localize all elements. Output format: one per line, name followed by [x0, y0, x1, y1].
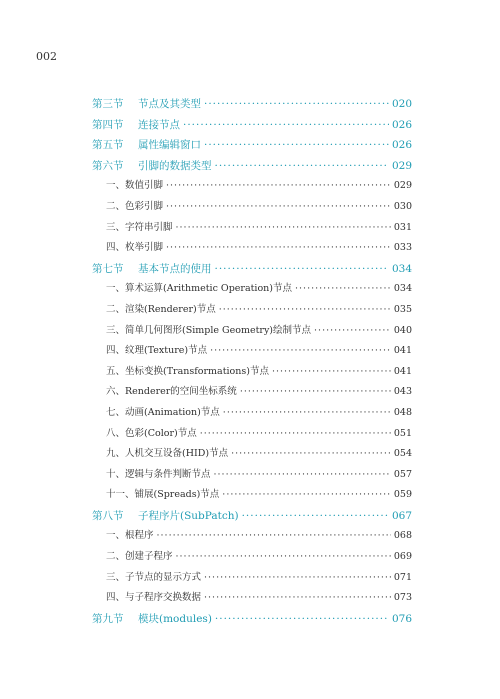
toc-item-row	[92, 382, 412, 403]
section-title: 引脚的数据类型	[138, 159, 212, 172]
item-title: 一、数值引脚	[106, 180, 164, 192]
toc-item-row	[92, 568, 412, 589]
section-number: 第五节	[92, 139, 124, 152]
toc-section-row	[92, 259, 412, 280]
dot-leader	[295, 279, 391, 300]
page-ref: 041	[393, 345, 412, 357]
dot-leader	[242, 506, 389, 527]
toc-section-row	[92, 506, 412, 527]
page-ref: 034	[393, 283, 412, 295]
page-ref: 067	[391, 509, 412, 522]
toc-section-row	[92, 94, 412, 115]
toc-item-row	[92, 279, 412, 300]
dot-leader	[204, 135, 389, 156]
dot-leader	[314, 321, 391, 342]
dot-leader	[223, 403, 391, 424]
toc-item-row	[92, 238, 412, 259]
item-title: 四、枚举引脚	[106, 242, 164, 254]
page-ref: 029	[391, 159, 412, 172]
item-title: 四、纹理(Texture)节点	[106, 345, 208, 357]
page-ref: 048	[393, 406, 412, 418]
dot-leader	[214, 465, 391, 486]
item-title: 二、创建子程序	[106, 551, 173, 563]
item-title: 三、字符串引脚	[106, 221, 173, 233]
toc-section-row	[92, 115, 412, 136]
toc-item-row	[92, 362, 412, 383]
table-of-contents	[92, 94, 412, 629]
page-ref: 020	[391, 98, 412, 110]
dot-leader	[176, 218, 391, 239]
dot-leader	[204, 588, 391, 609]
section-title: 节点及其类型	[138, 98, 201, 110]
dot-leader	[166, 197, 391, 218]
dot-leader	[215, 609, 389, 630]
section-number: 第四节	[92, 118, 124, 131]
section-title: 连接节点	[138, 118, 180, 131]
page-ref: 069	[393, 551, 412, 563]
dot-leader	[222, 485, 391, 506]
page-ref: 071	[393, 571, 412, 583]
page-ref: 026	[391, 118, 412, 131]
dot-leader	[183, 115, 389, 136]
item-title: 一、根程序	[106, 530, 154, 542]
toc-item-row	[92, 526, 412, 547]
toc-section-row	[92, 156, 412, 177]
toc-item-row	[92, 588, 412, 609]
section-title: 基本节点的使用	[138, 262, 212, 275]
page-ref: 051	[393, 427, 412, 439]
page-ref: 073	[393, 592, 412, 604]
dot-leader	[215, 259, 389, 280]
page-ref: 031	[393, 221, 412, 233]
toc-item-row	[92, 218, 412, 239]
dot-leader	[231, 444, 391, 465]
dot-leader	[166, 238, 391, 259]
dot-leader	[200, 424, 391, 445]
dot-leader	[219, 300, 391, 321]
section-number: 第三节	[92, 98, 124, 110]
dot-leader	[272, 362, 391, 383]
page-ref: 030	[393, 200, 412, 212]
item-title: 五、坐标变换(Transformations)节点	[106, 365, 269, 377]
toc-item-row	[92, 403, 412, 424]
section-number: 第七节	[92, 262, 124, 275]
page-ref: 034	[391, 262, 412, 275]
toc-item-row	[92, 341, 412, 362]
toc-section-row	[92, 609, 412, 630]
item-title: 四、与子程序交换数据	[106, 592, 202, 604]
page-ref: 035	[393, 303, 412, 315]
toc-item-row	[92, 300, 412, 321]
page-ref: 054	[393, 448, 412, 460]
item-title: 七、动画(Animation)节点	[106, 406, 220, 418]
page-ref: 029	[393, 180, 412, 192]
page-ref: 033	[393, 242, 412, 254]
toc-item-row	[92, 485, 412, 506]
section-title: 子程序片(SubPatch)	[138, 509, 239, 522]
dot-leader	[240, 382, 391, 403]
toc-item-row	[92, 465, 412, 486]
toc-item-row	[92, 321, 412, 342]
item-title: 十一、铺展(Spreads)节点	[106, 489, 220, 501]
page-ref: 059	[393, 489, 412, 501]
section-number: 第八节	[92, 509, 124, 522]
section-number: 第九节	[92, 612, 124, 625]
item-title: 八、色彩(Color)节点	[106, 427, 197, 439]
item-title: 二、色彩引脚	[106, 200, 164, 212]
page-ref: 076	[391, 612, 412, 625]
page-number: 002	[36, 50, 57, 63]
dot-leader	[204, 568, 391, 589]
page-ref: 043	[393, 386, 412, 398]
dot-leader	[166, 176, 391, 197]
dot-leader	[215, 156, 389, 177]
toc-item-row	[92, 197, 412, 218]
page-ref: 068	[393, 530, 412, 542]
item-title: 二、渲染(Renderer)节点	[106, 303, 216, 315]
toc-section-row	[92, 135, 412, 156]
page-ref: 057	[393, 468, 412, 480]
item-title: 三、简单几何图形(Simple Geometry)绘制节点	[106, 324, 312, 336]
item-title: 一、算术运算(Arithmetic Operation)节点	[106, 283, 293, 295]
section-number: 第六节	[92, 159, 124, 172]
dot-leader	[176, 547, 391, 568]
toc-item-row	[92, 444, 412, 465]
page-ref: 040	[393, 324, 412, 336]
page-ref: 026	[391, 139, 412, 152]
toc-item-row	[92, 424, 412, 445]
item-title: 三、子节点的显示方式	[106, 571, 202, 583]
section-title: 属性编辑窗口	[138, 139, 201, 152]
dot-leader	[210, 341, 391, 362]
item-title: 九、人机交互设备(HID)节点	[106, 448, 229, 460]
dot-leader	[204, 94, 389, 115]
item-title: 六、Renderer的空间坐标系统	[106, 386, 237, 398]
page-ref: 041	[393, 365, 412, 377]
dot-leader	[157, 526, 391, 547]
item-title: 十、逻辑与条件判断节点	[106, 468, 211, 480]
section-title: 模块(modules)	[138, 612, 212, 625]
toc-item-row	[92, 176, 412, 197]
toc-item-row	[92, 547, 412, 568]
